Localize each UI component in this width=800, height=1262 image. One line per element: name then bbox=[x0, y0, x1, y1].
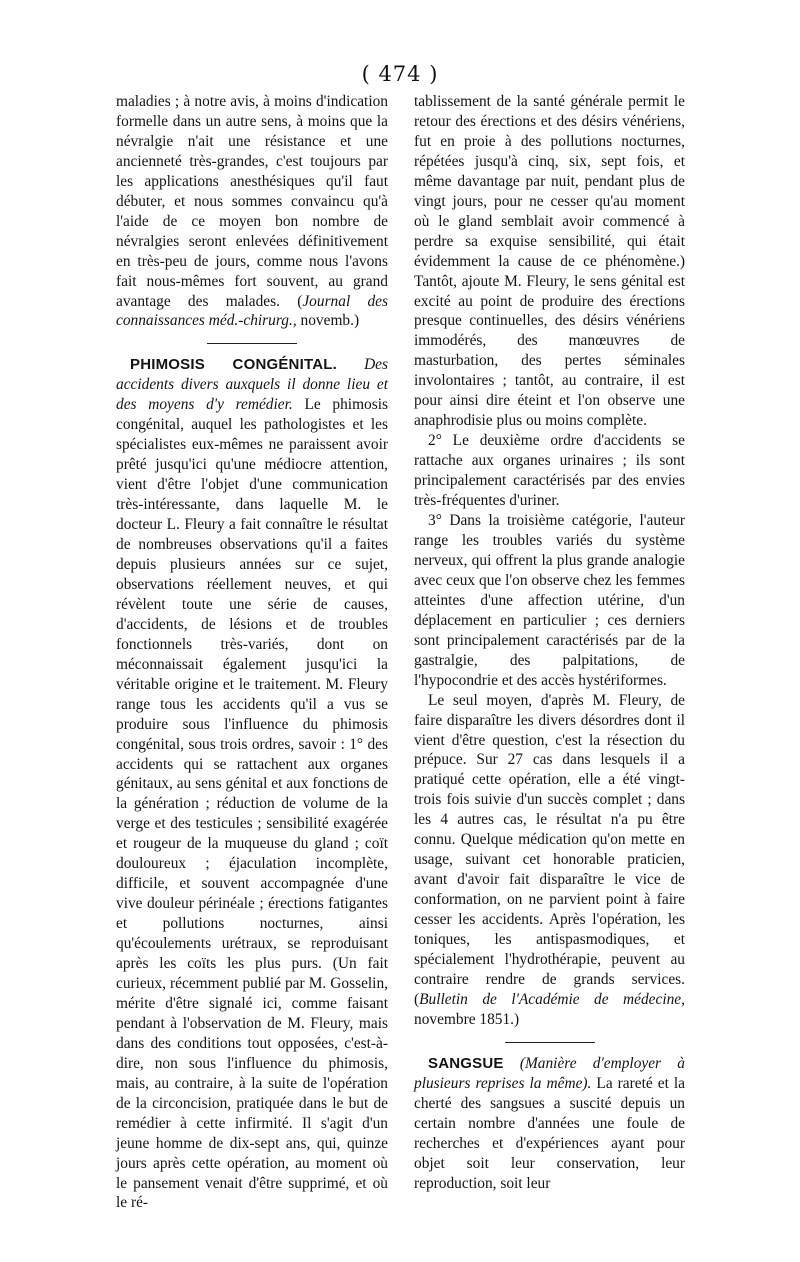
second-order-paragraph: 2° Le deuxième ordre d'accidents se rattache aux organes urinaires ; ils sont principalement caractérisés par des envies très-fréquentes d'uriner. bbox=[414, 432, 685, 510]
treatment-text: Le seul moyen, d'après M. Fleury, de faire disparaître les divers désordres dont il vient d'être question, c'est la résection du prépuce. Sur 27 cas dans lesquels il a pratiqué cette opération, elle a été vingt-trois fois suivie d'un succès complet ; dans les 4 autres cas, le résultat n'a pu être connu. Quelque médication qu'on mette en usage, suivant cet honorable praticien, avant d'avoir fait disparaître le vice de conformation, on ne parvient point à faire cesser les accidents. Après l'opération, les toniques, les antispasmodiques, et spécialement l'hydrothérapie, peuvent au contraire rendre de grands services. ( bbox=[414, 691, 685, 1008]
article-body: La rareté et la cherté des sangsues a suscité depuis un certain nombre d'années une foule de recherches et d'expériences ayant pour objet soit leur conservation, leur reproduction, soit leur bbox=[414, 1074, 685, 1192]
section-divider bbox=[207, 343, 297, 344]
page-number: ( 474 ) bbox=[361, 62, 439, 86]
article-heading: SANGSUE bbox=[428, 1054, 504, 1072]
intro-citation-end: , novemb.) bbox=[292, 312, 360, 330]
left-column bbox=[116, 92, 388, 1213]
right-column bbox=[414, 92, 685, 1193]
intro-citation: Journal des connaissances méd.-chirurg. bbox=[116, 292, 388, 330]
intro-paragraph bbox=[116, 92, 388, 331]
article-subtitle: (Manière d'employer à plusieurs reprises la même). bbox=[414, 1054, 685, 1092]
section-divider bbox=[505, 1042, 595, 1043]
article-phimosis bbox=[116, 355, 388, 1213]
third-order-paragraph: 3° Dans la troisième catégorie, l'auteur range les troubles variés du système nerveux, qui offrent la plus grande analogie avec ceux que l'on observe chez les femmes atteintes d'une affection utérine, d'un déplacement en particulier ; ces derniers sont principalement caractérisés par de la gastralgie, des palpitations, de l'hypocondrie et des accès hystériformes. bbox=[414, 512, 685, 689]
article-body: Le phimosis congénital, auquel les pathologistes et les spécialistes eux-mêmes ne paraissent avoir prêté jusqu'ici qu'une médiocre attention, vient d'être l'objet d'une communication très-intéressante, dans laquelle M. le docteur L. Fleury a fait connaître le résultat de nombreuses observations qu'il a faites depuis plusieurs années sur ce sujet, observations réellement neuves, et qui révèlent toute une série de causes, d'accidents, de lésions et de troubles fonctionnels très-variés, dont on méconnaissait également jusqu'ici la véritable origine et le traitement. M. Fleury range tous les accidents qu'il a vus se produire sous l'influence du phimosis congénital, sous trois ordres, savoir : 1° des accidents qui se rattachent aux organes génitaux, au sens génital et aux fonctions de la génération ; réduction de volume de la verge et des testicules ; sensibilité exagérée et rougeur de la muqueuse du gland ; coït douloureux ; éjaculation incomplète, difficile, et souvent accompagnée d'une vive douleur périnéale ; érections fatigantes et pollutions nocturnes, ainsi qu'écoulements urétraux, se reproduisant après les coïts les plus purs. (Un fait curieux, récemment publié par M. Gosselin, mérite d'être signalé ici, comme faisant pendant à l'observation de M. Fleury, mais dans des conditions tout opposées, c'est-à-dire, non sous l'influence du phimosis, mais, au contraire, à la suite de l'opération de la circoncision, pratiquée dans le but de remédier à cette infirmité. Il s'agit d'un jeune homme de dix-sept ans, qui, quinze jours après cette opération, au moment où le pansement venait d'être supprimé, et où le ré- bbox=[116, 396, 388, 1212]
intro-text: maladies ; à notre avis, à moins d'indication formelle dans un autre sens, à moins que la névralgie n'ait une résistance et une ancienneté très-grandes, c'est toujours par les applications anesthésiques qu'il faut débuter, et nous sommes convaincu qu'à l'aide de ce moyen bon nombre de névralgies seront enlevées définitivement en très-peu de jours, comme nous l'avons fait nous-mêmes fort souvent, au grand avantage des malades. ( bbox=[116, 93, 388, 310]
article-sangsue bbox=[414, 1054, 685, 1194]
treatment-citation: Bulletin de l'Académie de médecine bbox=[419, 990, 682, 1008]
continuation-paragraph: tablissement de la santé générale permit le retour des érections et des désirs vénériens, fut en proie à des pollutions nocturnes, répétées jusqu'à cinq, six, sept fois, et même davantage par nuit, pendant plus de vingt jours, pour ne cesser qu'au moment où le gland semblait avoir commencé à perdre sa exquise sensibilité, qui était évidemment la cause de ce phénomène.) Tantôt, ajoute M. Fleury, le sens génital est excité au point de produire des érections presque continuelles, des désirs vénériens immodérés, des manœuvres de masturbation, des pertes séminales involontaires ; tantôt, au contraire, il est pour ainsi dire éteint et l'on observe une anaphrodisie plus ou moins complète. bbox=[414, 93, 685, 430]
article-subtitle: Des accidents divers auxquels il donne lieu et des moyens d'y remédier. bbox=[116, 356, 388, 414]
article-heading: PHIMOSIS CONGÉNITAL. bbox=[130, 356, 337, 374]
treatment-paragraph bbox=[414, 691, 685, 1030]
treatment-citation-end: , novembre 1851.) bbox=[414, 990, 685, 1028]
